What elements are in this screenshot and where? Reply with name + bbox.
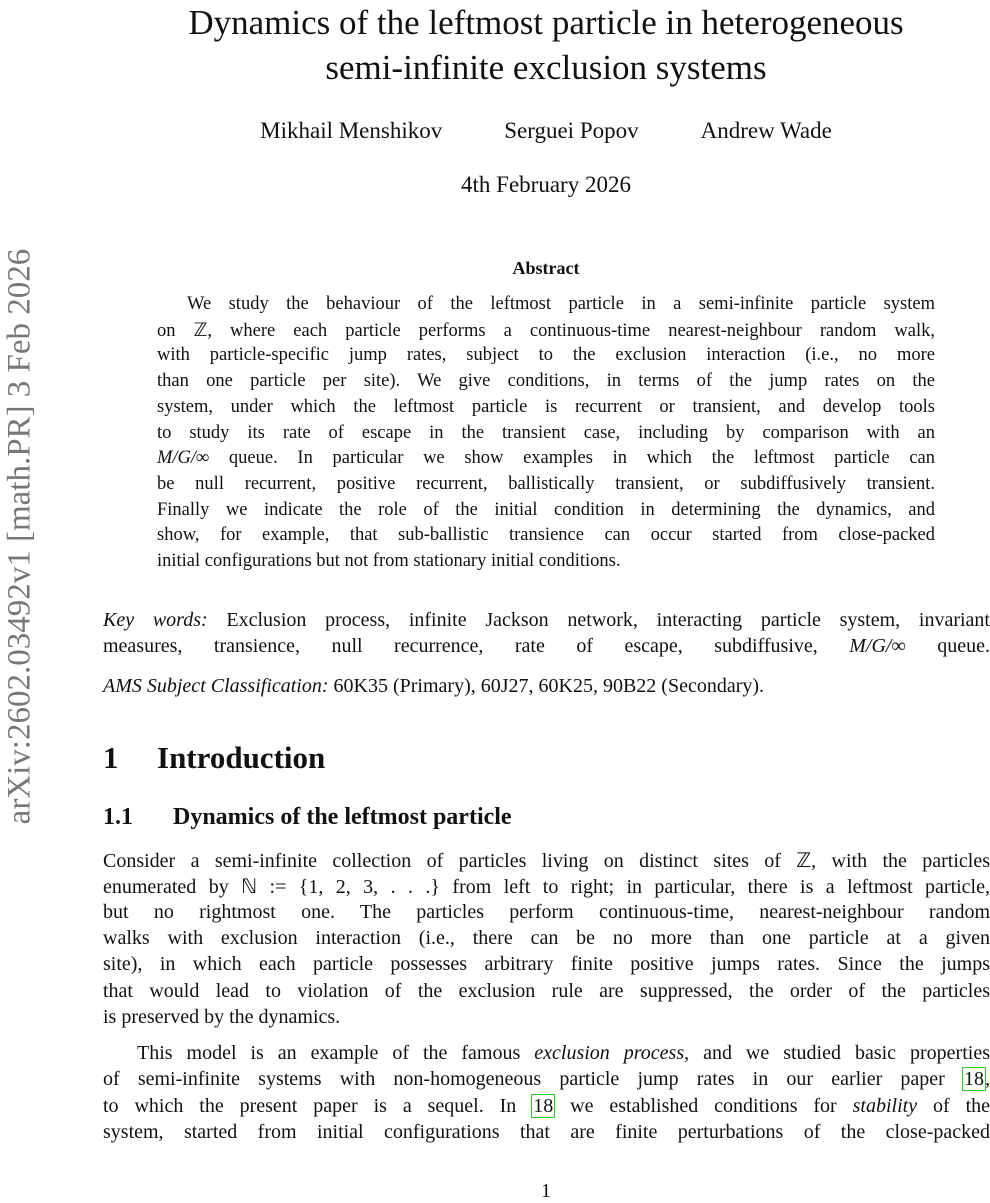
text-segment: walks with exclusion interaction (i.e., there can be no more than one particle at a given bbox=[103, 926, 990, 949]
italic-text: M/G/∞ bbox=[157, 448, 210, 469]
paper-title bbox=[0, 0, 990, 90]
page-number: 1 bbox=[541, 1180, 551, 1202]
italic-text: Key words: bbox=[103, 609, 208, 631]
text-segment: but no rightmost one. The particles perform continuous-time, nearest-neighbour random bbox=[103, 900, 990, 923]
section-title: Introduction bbox=[157, 740, 326, 775]
author: Andrew Wade bbox=[700, 118, 832, 143]
text-segment: than one particle per site). We give conditions, in terms of the jump rates on the bbox=[157, 371, 935, 392]
title-line: semi-infinite exclusion systems bbox=[325, 48, 767, 87]
text-line bbox=[103, 1121, 990, 1144]
text-segment: site), in which each particle possesses arbitrary finite positive jumps rates. Since the jumps bbox=[103, 953, 990, 976]
text-line bbox=[103, 980, 990, 1003]
text-segment: Exclusion process, infinite Jackson network, interacting particle system, invariant bbox=[207, 609, 990, 631]
text-segment: This model is an example of the famous bbox=[137, 1042, 535, 1064]
text-line bbox=[103, 1068, 990, 1091]
section-heading bbox=[103, 740, 325, 776]
text-segment: system, under which the leftmost particle is recurrent or transient, and develop tools bbox=[157, 396, 935, 417]
text-line bbox=[103, 609, 990, 632]
text-segment: of semi-infinite systems with non-homogeneous particle jump rates in our earlier paper bbox=[103, 1068, 963, 1091]
text-line bbox=[103, 675, 764, 698]
text-segment: 60K35 (Primary), 60J27, 60K25, 90B22 (Secondary). bbox=[328, 675, 765, 697]
text-line bbox=[187, 294, 935, 315]
italic-text: stability bbox=[852, 1094, 918, 1117]
text-line bbox=[103, 927, 990, 950]
author: Mikhail Menshikov bbox=[260, 118, 443, 143]
text-segment: measures, transience, null recurrence, rate of escape, subdiffusive, bbox=[103, 635, 850, 657]
text-line bbox=[103, 635, 990, 658]
section-number: 1 bbox=[103, 740, 119, 775]
citation-link[interactable]: 18 bbox=[533, 1094, 554, 1117]
title-line: Dynamics of the leftmost particle in heterogeneous bbox=[188, 3, 904, 42]
text-segment: to which the present paper is a sequel. In bbox=[103, 1094, 533, 1117]
text-line bbox=[103, 848, 990, 873]
text-segment: initial configurations but not from stationary initial conditions. bbox=[157, 551, 621, 571]
text-line bbox=[157, 448, 935, 469]
text-segment: Finally we indicate the role of the initial condition in determining the dynamics, and bbox=[157, 499, 935, 520]
text-segment: be null recurrent, positive recurrent, ballistically transient, or subdiffusively transient. bbox=[157, 473, 935, 494]
text-line bbox=[157, 525, 935, 546]
text-segment: with particle-specific jump rates, subject to the exclusion interaction (i.e., no more bbox=[157, 345, 935, 366]
author: Serguei Popov bbox=[504, 118, 639, 143]
text-line bbox=[157, 551, 935, 572]
subsection-title: Dynamics of the leftmost particle bbox=[173, 804, 512, 830]
text-segment: that would lead to violation of the exclusion rule are suppressed, the order of the particles bbox=[103, 979, 990, 1002]
text-line bbox=[157, 345, 935, 366]
subsection-number: 1.1 bbox=[103, 804, 133, 830]
text-segment: Consider a semi-infinite collection of particles living on distinct sites of ℤ, with the particles bbox=[103, 850, 990, 872]
text-segment: system, started from initial configurations that are finite perturbations of the close-packed bbox=[103, 1120, 990, 1143]
italic-text: exclusion process bbox=[534, 1042, 685, 1064]
text-line bbox=[157, 371, 935, 392]
italic-text: AMS Subject Classification: bbox=[103, 675, 329, 697]
author-list bbox=[0, 118, 990, 144]
paper-date: 4th February 2026 bbox=[461, 172, 631, 197]
text-segment: enumerated by ℕ := {1, 2, 3, . . .} from left to right; in particular, there is a leftmost particle, bbox=[103, 876, 990, 899]
text-line bbox=[103, 953, 990, 976]
text-segment: , and we studied basic properties bbox=[684, 1042, 990, 1064]
text-line bbox=[157, 500, 935, 521]
text-line bbox=[157, 423, 935, 444]
text-segment: queue. In particular we show examples in which the leftmost particle can bbox=[209, 448, 935, 469]
text-line bbox=[103, 874, 990, 899]
abstract-heading: Abstract bbox=[512, 258, 580, 278]
text-segment: on ℤ, where each particle performs a continuous-time nearest-neighbour random walk, bbox=[157, 320, 935, 341]
text-segment: queue. bbox=[905, 635, 990, 657]
text-segment: is preserved by the dynamics. bbox=[103, 1005, 341, 1028]
arxiv-stamp: arXiv:2602.03492v1 [math.PR] 3 Feb 2026 bbox=[1, 248, 38, 825]
text-line bbox=[137, 1042, 990, 1065]
text-line bbox=[103, 1095, 990, 1118]
text-segment: , bbox=[985, 1068, 990, 1091]
text-segment: we established conditions for bbox=[554, 1094, 853, 1117]
text-line bbox=[157, 397, 935, 418]
text-segment: We study the behaviour of the leftmost particle in a semi-infinite particle system bbox=[187, 294, 935, 314]
text-segment: show, for example, that sub-ballistic transience can occur started from close-packed bbox=[157, 525, 935, 546]
text-line bbox=[103, 901, 990, 924]
text-segment: to study its rate of escape in the transient case, including by comparison with an bbox=[157, 422, 935, 443]
subsection-heading bbox=[103, 804, 512, 831]
text-segment: of the bbox=[917, 1094, 990, 1117]
italic-text: M/G/∞ bbox=[849, 635, 906, 657]
citation-link[interactable]: 18 bbox=[964, 1068, 984, 1091]
text-line bbox=[103, 1006, 990, 1029]
text-line bbox=[157, 320, 935, 342]
text-line bbox=[157, 474, 935, 495]
